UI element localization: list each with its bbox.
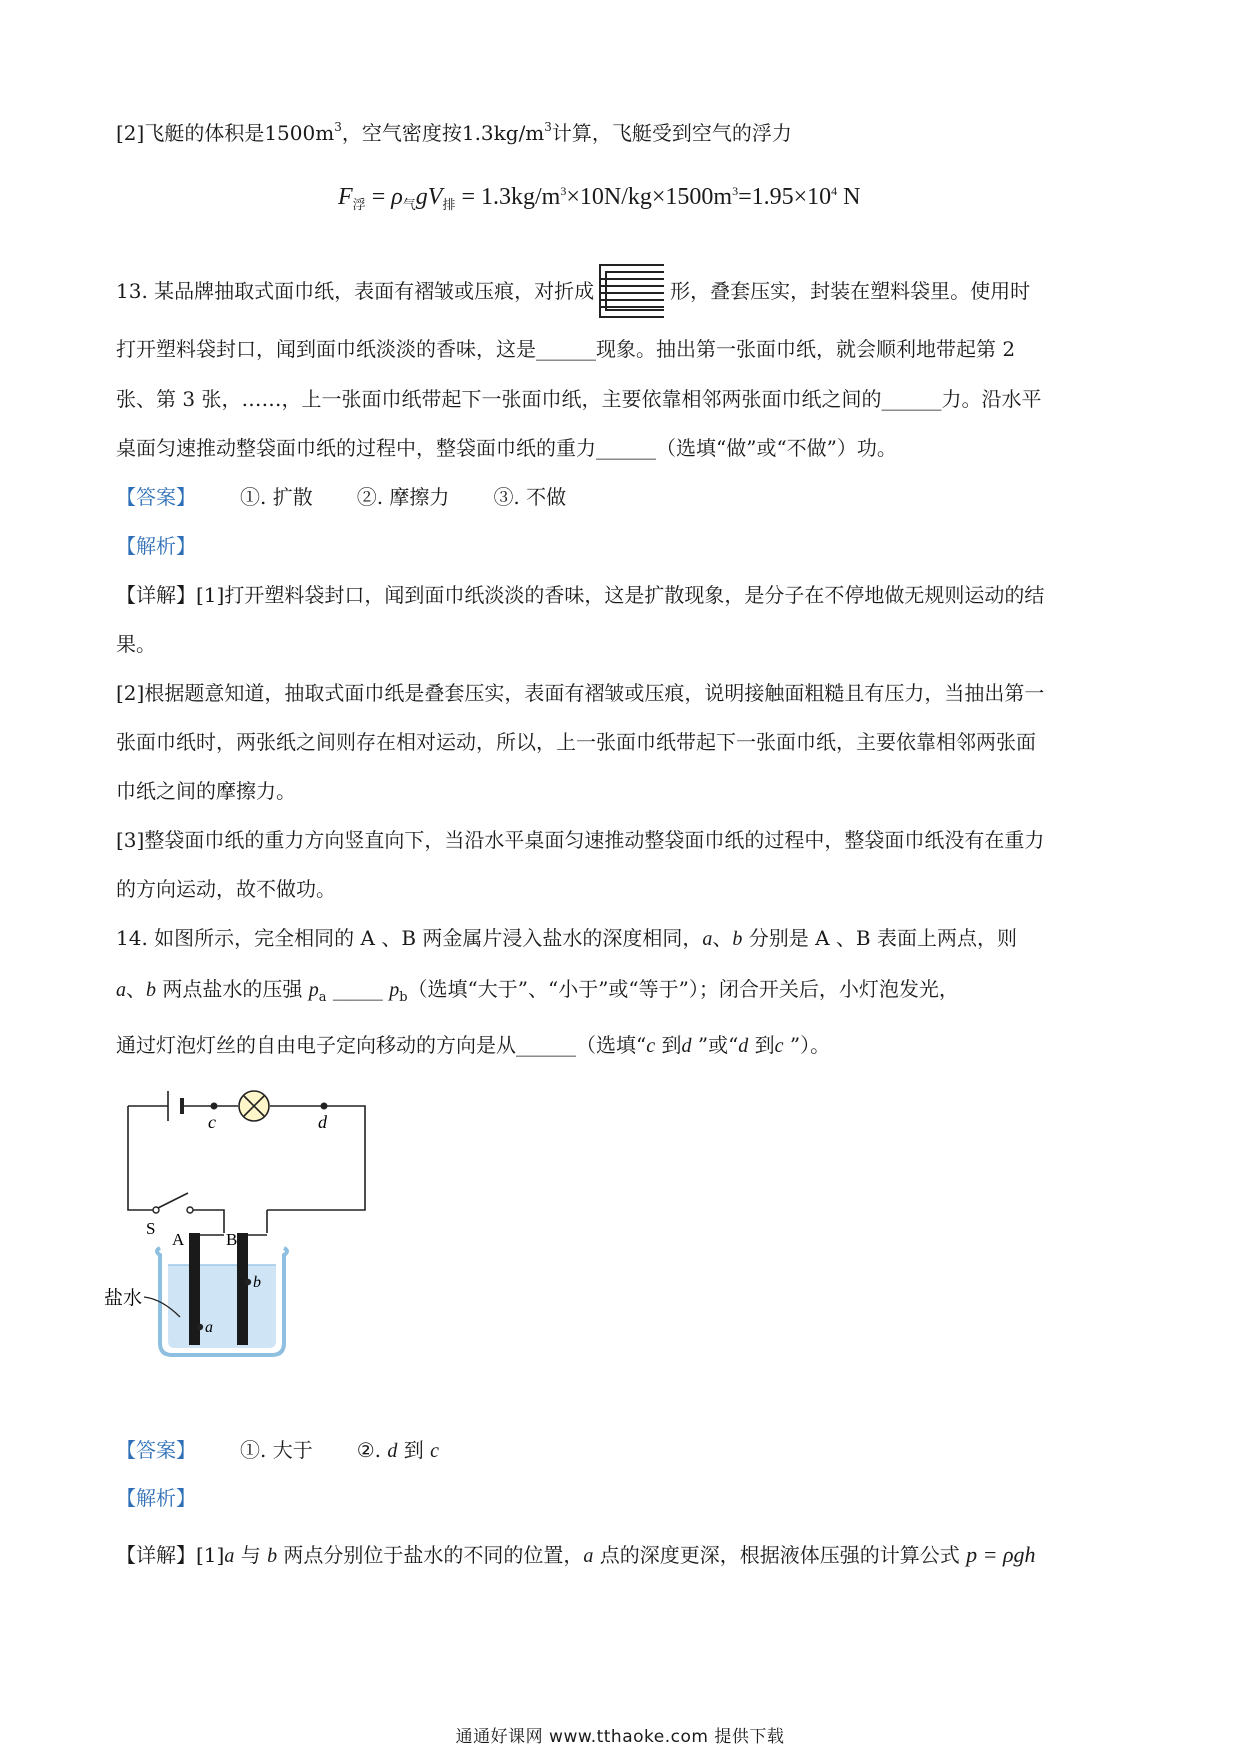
pressure-subscript: a [318,990,327,1005]
q14-text: 到 [748,1033,775,1057]
page-footer: 通通好课网 www.tthaoke.com 提供下载 [455,1727,785,1747]
formula-exponent: 3 [560,184,567,198]
wire [267,1106,365,1210]
point-var: c [774,1035,784,1057]
label-plate-b: B [226,1230,238,1249]
formula-subscript: 排 [442,197,456,212]
label-saltwater: 盐水 [104,1287,143,1309]
q13-line1 [116,262,1030,320]
q12-text-mid: ，空气密度按1.3kg/m [341,121,545,145]
q13-detail: 【详解】[1]打开塑料袋封口，闻到面巾纸淡淡的香味，这是扩散现象，是分子在不停地做无规则运动的结 [116,583,1045,607]
pressure-subscript: b [399,990,408,1005]
q14-line1 [116,924,1017,953]
q13-line3: 张、第 3 张，……，上一张面巾纸带起下一张面巾纸，主要依靠相邻两张面巾纸之间的______力。沿水平 [116,387,1042,411]
unit-exponent: 3 [334,120,342,134]
metal-plate-b [237,1233,248,1345]
formula-subscript: 浮 [352,197,366,212]
q13-detail: 巾纸之间的摩擦力。 [116,779,296,803]
formula-symbol: gV [415,184,443,210]
answer-item: ①. 大于 [240,1438,313,1462]
q13-text: 13. 某品牌抽取式面巾纸，表面有褶皱或压痕，对折成 [116,279,595,303]
answer-item: 到 [397,1438,431,1462]
point-b-dot [245,1279,251,1285]
answer-item: ③. 不做 [493,485,567,509]
formula-subscript: 气 [402,197,416,212]
point-var: a [583,1545,594,1567]
answer-blank: _____ [326,977,390,1001]
q12-text-prefix: [2]飞艇的体积是1500m [116,121,335,145]
point-var: d [387,1440,398,1462]
formula-unit: N [837,184,861,210]
label-point-a: a [205,1319,213,1336]
formula-symbol: ρ [391,184,403,210]
bulb-icon [239,1091,269,1121]
point-var: a [116,979,126,1001]
q13-line2: 打开塑料袋封口，闻到面巾纸淡淡的香味，这是______现象。抽出第一张面巾纸，就会顺利地带起第 2 [116,337,1016,361]
q14-text: 两点盐水的压强 [156,977,309,1001]
point-var: b [732,928,743,950]
switch-terminal [187,1207,193,1213]
point-var: b [267,1545,278,1567]
point-var: c [430,1440,439,1462]
q14-text: （选填“大于”、“小于”或“等于”）；闭合开关后，小灯泡发光， [407,977,959,1001]
q14-text: 、 [712,926,733,950]
pressure-symbol: p [389,979,400,1001]
q14-detail-text: 两点分别位于盐水的不同的位置， [277,1543,584,1567]
point-var: d [681,1035,692,1057]
point-c-dot [211,1103,218,1110]
q13-detail: 果。 [116,632,156,656]
q14-text: 到 [655,1033,682,1057]
buoyancy-formula [338,176,861,220]
point-var: a [224,1545,235,1567]
q14-text: ”或“ [691,1033,739,1057]
label-plate-a: A [172,1230,185,1249]
formula-symbol: F [338,184,353,210]
label-d: d [318,1112,327,1132]
q12-text-suffix: 计算，飞艇受到空气的浮力 [551,121,792,145]
q14-detail [116,1541,1036,1570]
formula-part: ×10N/kg×1500m [566,184,733,210]
q12-part2-text [116,113,792,147]
point-var: b [146,979,156,1001]
answer-item: ②. 摩擦力 [356,485,450,509]
folded-tissue-icon [596,262,668,320]
pressure-symbol: p [308,979,319,1001]
q13-detail: [2]根据题意知道，抽取式面巾纸是叠套压实，表面有褶皱或压痕，说明接触面粗糙且有压力，当抽出第一 [116,681,1045,705]
analysis-label: 【解析】 [116,534,196,558]
q14-text: 、 [126,977,146,1001]
circuit-diagram [104,1085,370,1365]
q14-line2 [116,975,959,1012]
q14-line3 [116,1031,830,1060]
q14-text: 通过灯泡灯丝的自由电子定向移动的方向是从______（选填“ [116,1033,647,1057]
point-var: d [738,1035,749,1057]
formula-part: = [365,184,392,210]
formula-exponent: 3 [732,184,739,198]
wire [190,1210,224,1233]
q13-detail: 张面巾纸时，两张纸之间则存在相对运动，所以，上一张面巾纸带起下一张面巾纸，主要依靠相邻两张面 [116,730,1036,754]
q14-text: ”）。 [783,1033,831,1057]
q13-text: 形，叠套压实，封装在塑料袋里。使用时 [670,279,1031,303]
q13-answer [116,483,566,511]
point-a-dot [197,1324,203,1330]
q13-detail: 的方向运动，故不做功。 [116,877,336,901]
q14-detail-text: 【详解】[1] [116,1543,225,1567]
wire [128,1106,156,1210]
switch-lever [158,1193,188,1208]
answer-label: 【答案】 [116,1438,196,1462]
label-switch-s: S [146,1219,156,1238]
answer-item: ①. 扩散 [240,485,313,509]
pressure-formula: p = ρgh [966,1542,1036,1567]
q13-detail: [3]整袋面巾纸的重力方向竖直向下，当沿水平桌面匀速推动整袋面巾纸的过程中，整袋面巾纸没有在重力 [116,828,1045,852]
formula-exponent: 4 [831,184,838,198]
q13-line4: 桌面匀速推动整袋面巾纸的过程中，整袋面巾纸的重力______（选填“做”或“不做”）功。 [116,436,897,460]
label-c: c [208,1112,216,1132]
point-d-dot [321,1103,328,1110]
answer-label: 【答案】 [116,485,196,509]
q14-answer [116,1436,439,1465]
unit-exponent: 3 [544,120,552,134]
answer-item: ②. [356,1438,388,1462]
label-point-b: b [253,1274,261,1291]
q14-text: 14. 如图所示，完全相同的 A 、B 两金属片浸入盐水的深度相同， [116,926,703,950]
formula-part: = 1.3kg/m [455,184,561,210]
point-var: a [702,928,713,950]
q14-detail-text: 与 [234,1543,268,1567]
point-var: c [646,1035,656,1057]
analysis-label: 【解析】 [116,1486,196,1510]
formula-part: =1.95×10 [738,184,832,210]
q14-detail-text: 点的深度更深，根据液体压强的计算公式 [593,1543,967,1567]
q14-text: 分别是 A 、B 表面上两点，则 [742,926,1017,950]
